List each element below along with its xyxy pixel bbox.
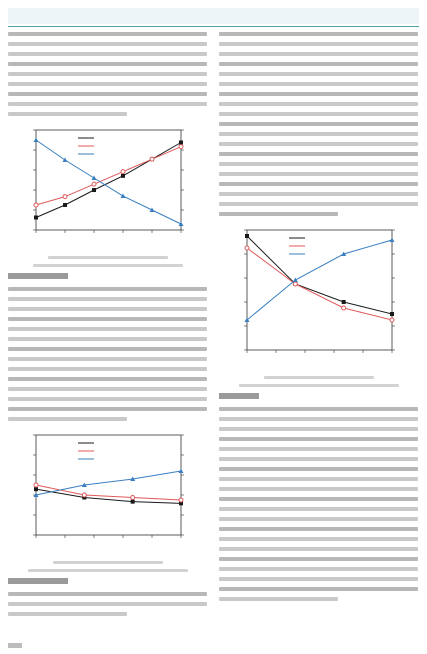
series-line-2 <box>36 471 181 495</box>
paragraph-text <box>8 287 207 421</box>
figure-8 <box>8 122 207 267</box>
figure-8-caption <box>8 256 207 267</box>
text-line <box>219 497 418 501</box>
text-line <box>219 152 418 156</box>
plot-frame <box>36 435 181 535</box>
data-point <box>179 141 183 145</box>
text-line <box>219 202 418 206</box>
text-line <box>8 347 207 351</box>
text-line <box>8 92 207 96</box>
text-line <box>219 417 418 421</box>
data-point <box>121 174 125 178</box>
data-point <box>34 216 38 220</box>
text-line <box>219 82 418 86</box>
text-line <box>219 477 418 481</box>
text-line <box>8 387 207 391</box>
data-point <box>131 496 135 500</box>
data-point <box>390 238 395 243</box>
text-line <box>219 132 418 136</box>
text-line <box>219 447 418 451</box>
text-line <box>8 337 207 341</box>
text-line <box>8 52 207 56</box>
text-line <box>219 457 418 461</box>
figure-10 <box>219 222 418 387</box>
text-line <box>219 182 418 186</box>
paragraph-text <box>219 32 418 216</box>
data-point <box>150 157 154 161</box>
text-line <box>8 407 207 411</box>
text-line <box>8 602 207 606</box>
data-point <box>390 318 394 322</box>
figure-9-caption <box>8 561 207 572</box>
data-point <box>82 493 86 497</box>
chart-figure-10 <box>219 222 418 372</box>
text-line <box>8 287 207 291</box>
text-line <box>219 507 418 511</box>
text-line <box>219 597 338 601</box>
chart-figure-9 <box>8 427 207 557</box>
series-line-2 <box>36 140 181 224</box>
text-line <box>219 427 418 431</box>
data-point <box>63 195 67 199</box>
text-line <box>219 407 418 411</box>
section-heading <box>219 393 259 399</box>
data-point <box>92 176 97 181</box>
text-line <box>8 612 127 616</box>
data-point <box>179 469 184 474</box>
text-line <box>219 467 418 471</box>
text-line <box>219 487 418 491</box>
text-line <box>8 42 207 46</box>
text-line <box>219 567 418 571</box>
data-point <box>34 203 38 207</box>
section-heading <box>8 578 68 584</box>
text-line <box>219 537 418 541</box>
text-line <box>219 122 418 126</box>
text-line <box>219 437 418 441</box>
text-line <box>8 297 207 301</box>
data-point <box>34 487 38 491</box>
data-point <box>179 222 184 227</box>
data-point <box>92 188 96 192</box>
text-line <box>8 592 207 596</box>
section-heading <box>8 273 68 279</box>
series-line-0 <box>36 143 181 218</box>
text-line <box>219 32 418 36</box>
text-line <box>8 367 207 371</box>
data-point <box>92 182 96 186</box>
paragraph-text <box>8 592 207 616</box>
text-line <box>219 172 418 176</box>
data-point <box>34 483 38 487</box>
text-line <box>8 397 207 401</box>
paragraph-text <box>8 32 207 116</box>
header-rule <box>8 26 419 27</box>
left-column <box>8 32 207 622</box>
text-line <box>219 72 418 76</box>
data-point <box>63 203 67 207</box>
text-line <box>8 62 207 66</box>
text-line <box>8 102 207 106</box>
text-line <box>219 557 418 561</box>
text-line <box>219 92 418 96</box>
series-line-2 <box>247 240 392 320</box>
text-line <box>219 577 418 581</box>
right-column <box>219 32 418 607</box>
data-point <box>293 282 297 286</box>
text-line <box>8 72 207 76</box>
text-line <box>8 327 207 331</box>
data-point <box>179 498 183 502</box>
text-line <box>8 307 207 311</box>
data-point <box>245 246 249 250</box>
plot-frame <box>247 230 392 350</box>
text-line <box>219 527 418 531</box>
data-point <box>121 170 125 174</box>
text-line <box>8 112 127 116</box>
text-line <box>219 547 418 551</box>
text-line <box>219 162 418 166</box>
chart-figure-8 <box>8 122 207 252</box>
data-point <box>63 158 68 163</box>
data-point <box>34 138 39 143</box>
text-line <box>8 377 207 381</box>
text-line <box>219 112 418 116</box>
text-line <box>219 192 418 196</box>
text-line <box>8 417 127 421</box>
figure-9 <box>8 427 207 572</box>
data-point <box>179 145 183 149</box>
data-point <box>390 312 394 316</box>
figure-10-caption <box>219 376 418 387</box>
text-line <box>8 317 207 321</box>
text-line <box>219 52 418 56</box>
series-line-1 <box>247 248 392 320</box>
data-point <box>342 300 346 304</box>
text-line <box>219 102 418 106</box>
data-point <box>121 194 126 199</box>
data-point <box>131 500 135 504</box>
data-point <box>245 234 249 238</box>
text-line <box>8 32 207 36</box>
data-point <box>293 278 298 283</box>
text-line <box>219 42 418 46</box>
plot-frame <box>36 130 181 230</box>
data-point <box>342 306 346 310</box>
text-line <box>219 142 418 146</box>
data-point <box>150 208 155 213</box>
text-line <box>8 357 207 361</box>
page-number <box>8 643 22 648</box>
running-header <box>8 8 419 24</box>
text-line <box>219 587 418 591</box>
paragraph-text <box>219 407 418 601</box>
text-line <box>8 82 207 86</box>
text-line <box>219 62 418 66</box>
text-line <box>219 517 418 521</box>
text-line <box>219 212 338 216</box>
